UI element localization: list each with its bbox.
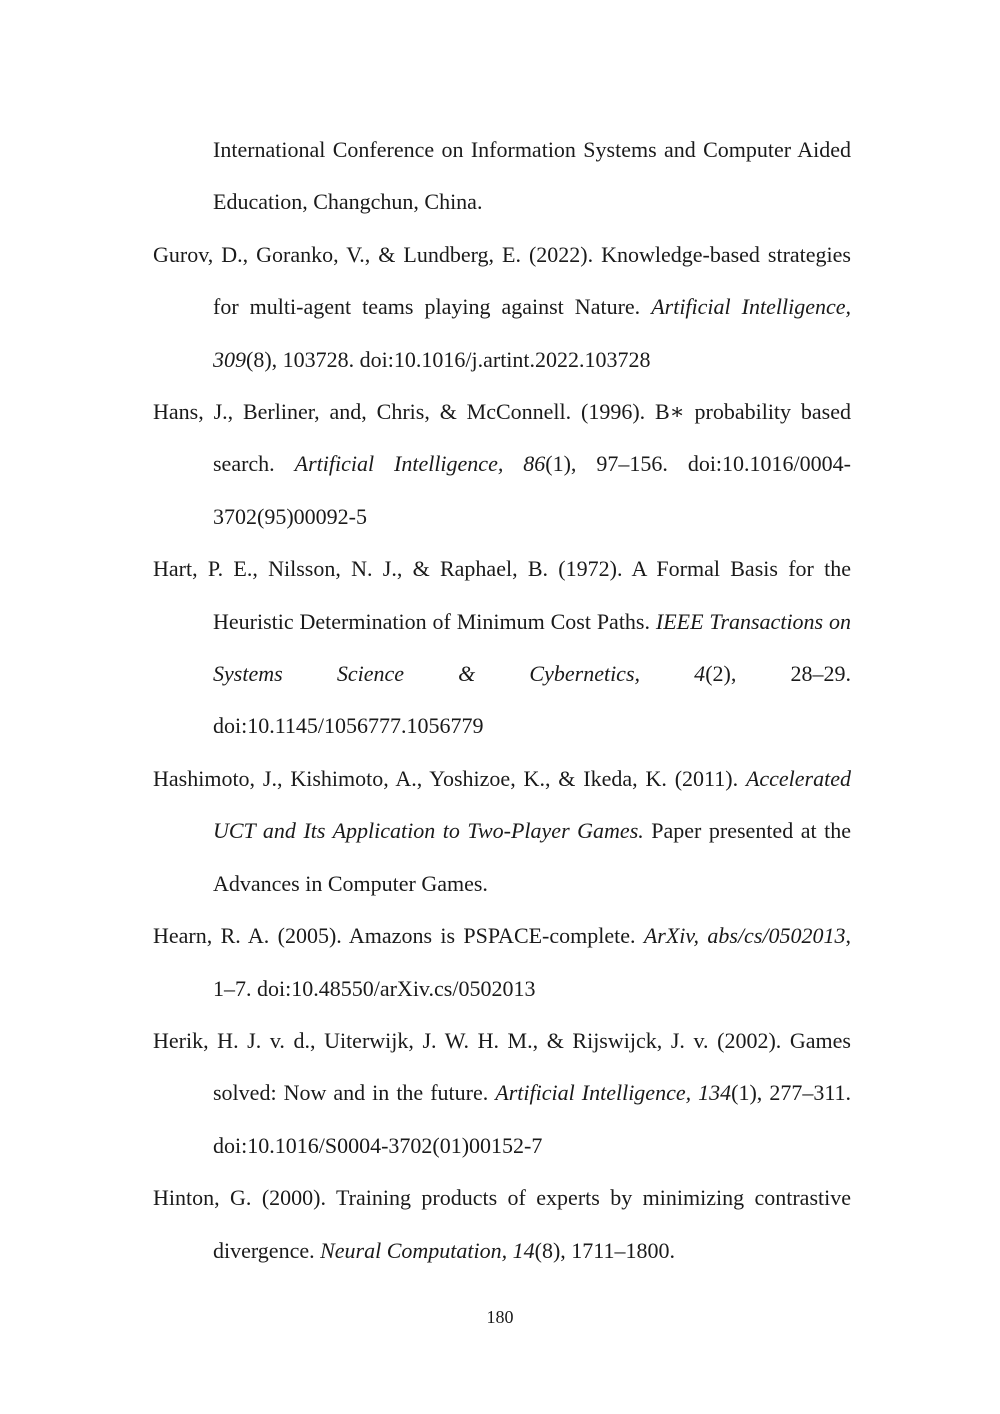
- reference-source: Artificial Intelligence, 309: [213, 294, 852, 372]
- reference-text: Herik, H. J. v. d., Uiterwijk, J. W. H. M., & Rijswijck, J. v. (2002). Games solved: Now and in the future.: [153, 1027, 851, 1106]
- reference-entry-continued: [153, 124, 851, 229]
- reference-source: Artificial Intelligence, 134: [495, 1080, 732, 1106]
- reference-source: Accelerated UCT and Its Application to Two-Player Games.: [213, 765, 851, 844]
- reference-details: Paper presented at the Advances in Computer Games.: [213, 818, 851, 896]
- reference-text: Gurov, D., Goranko, V., & Lundberg, E. (2022). Knowledge-based strategies for multi-agent teams playing against Nature.: [153, 241, 851, 320]
- reference-source: IEEE Transactions on Systems Science & Cybernetics, 4: [213, 608, 851, 687]
- reference-details: (1), 277–311. doi:10.1016/S0004-3702(01)00152-7: [213, 1080, 852, 1158]
- reference-details: (1), 97–156. doi:10.1016/0004-3702(95)00092-5: [213, 451, 851, 529]
- reference-source: ArXiv, abs/cs/0502013: [643, 923, 846, 949]
- reference-entry: [153, 229, 851, 386]
- reference-text: Hart, P. E., Nilsson, N. J., & Raphael, B. (1972). A Formal Basis for the Heuristic Determination of Minimum Cost Paths.: [153, 556, 851, 634]
- reference-entry: [153, 543, 851, 753]
- reference-text: Hans, J., Berliner, and, Chris, & McConnell. (1996). B∗ probability based search.: [153, 399, 851, 477]
- reference-text: Hashimoto, J., Kishimoto, A., Yoshizoe, K., & Ikeda, K. (2011).: [153, 765, 746, 791]
- reference-details: (2), 28–29. doi:10.1145/1056777.1056779: [213, 661, 852, 739]
- page-number: 180: [486, 1307, 514, 1327]
- reference-entry: [153, 753, 851, 910]
- reference-source: Artificial Intelligence, 86: [294, 451, 546, 477]
- reference-entry: [153, 386, 851, 543]
- reference-entry: [153, 910, 851, 1015]
- reference-entry: [153, 1015, 851, 1172]
- reference-details: (8), 103728. doi:10.1016/j.artint.2022.103728: [246, 346, 651, 372]
- reference-details: (8), 1711–1800.: [534, 1237, 675, 1263]
- reference-entry: [153, 1172, 851, 1277]
- reference-text: Hearn, R. A. (2005). Amazons is PSPACE-complete.: [153, 923, 644, 949]
- reference-details: , 1–7. doi:10.48550/arXiv.cs/0502013: [213, 923, 851, 1001]
- reference-list: [153, 124, 851, 1277]
- reference-text: Hinton, G. (2000). Training products of experts by minimizing contrastive divergence.: [153, 1185, 851, 1263]
- reference-text: International Conference on Information Systems and Computer Aided Education, Changchun, China.: [213, 137, 851, 215]
- reference-source: Neural Computation, 14: [320, 1237, 535, 1263]
